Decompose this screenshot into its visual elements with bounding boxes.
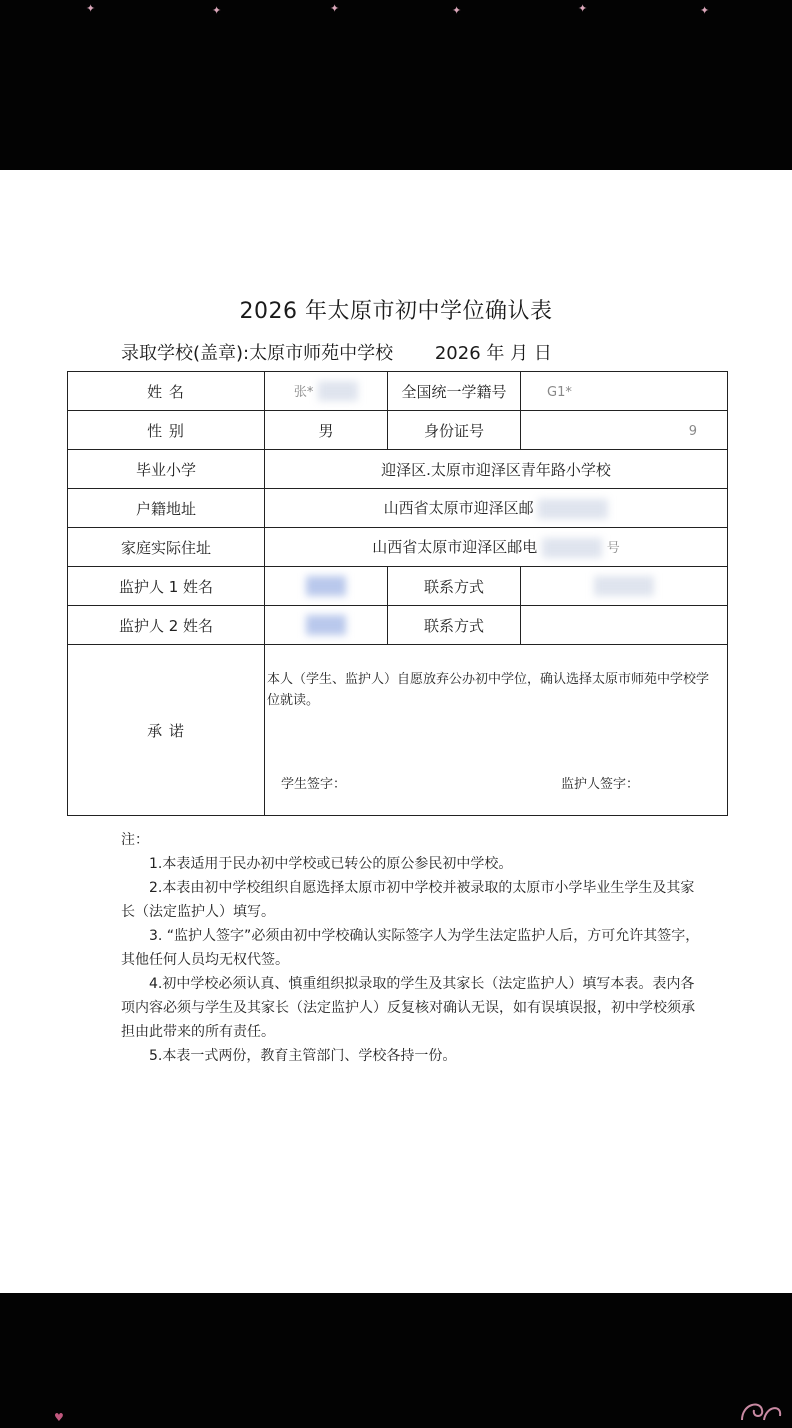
admission-date: 2026 年 月 日: [434, 343, 552, 364]
note-item: 3. “监护人签字”必须由初中学校确认实际签字人为学生法定监护人后，方可允许其签字，其他任何人员均无权代签。: [121, 928, 700, 968]
table-row: [68, 450, 728, 489]
note-item: 4.初中学校必须认真、慎重组织拟录取的学生及其家长（法定监护人）填写本表。表内各项内容必须与学生及其家长（法定监护人）反复核对确认无误，如有误填误报，初中学校须承担由此带来的所有责任。: [121, 976, 695, 1040]
table-row: [68, 372, 728, 411]
table-row: [68, 645, 728, 816]
primary-school-label: 毕业小学: [68, 450, 265, 489]
residence-label: 家庭实际住址: [68, 528, 265, 567]
admission-line: [121, 339, 552, 365]
table-row: [68, 528, 728, 567]
residence-value: [265, 528, 728, 567]
primary-school-value: 迎泽区.太原市迎泽区青年路小学校: [265, 450, 728, 489]
guardian2-value: [265, 606, 388, 645]
redaction-blur: [538, 499, 608, 519]
promise-text: 本人（学生、监护人）自愿放弃公办初中学位，确认选择太原市师苑中学校学位就读。: [267, 672, 710, 708]
id-card-text: 9: [688, 424, 697, 439]
name-label: 姓 名: [68, 372, 265, 411]
student-signature-label: 学生签字：: [281, 777, 347, 792]
note-item: 5.本表一式两份，教育主管部门、学校各持一份。: [149, 1048, 457, 1064]
redaction-blur: [594, 576, 654, 596]
note-item: 2.本表由初中学校组织自愿选择太原市初中学校并被录取的太原市小学毕业生学生及其家长（法定监护人）填写。: [121, 880, 695, 920]
guardian1-contact-value: [521, 567, 728, 606]
gender-label: 性 别: [68, 411, 265, 450]
promise-label: 承 诺: [68, 645, 265, 816]
sparkle-icon: ✦: [700, 4, 710, 17]
redaction-blur: [306, 576, 346, 596]
name-text: 张*: [293, 384, 314, 400]
swirl-ornament-icon: [738, 1394, 784, 1424]
admission-school: 录取学校(盖章):太原市师苑中学校: [121, 343, 394, 364]
residence-suffix: 号: [606, 541, 620, 557]
hukou-value: [265, 489, 728, 528]
guardian1-value: [265, 567, 388, 606]
table-row: [68, 411, 728, 450]
sparkle-icon: ✦: [578, 2, 588, 15]
name-value: [265, 372, 388, 411]
promise-cell: [265, 645, 728, 816]
table-row: [68, 489, 728, 528]
student-id-value: [521, 372, 728, 411]
guardian1-contact-label: 联系方式: [388, 567, 521, 606]
sparkle-icon: ✦: [212, 4, 222, 17]
student-id-text: G1*: [547, 385, 572, 400]
redaction-blur: [306, 615, 346, 635]
redaction-blur: [318, 381, 358, 401]
guardian-signature-label: 监护人签字：: [561, 777, 640, 792]
page-title: 2026 年太原市初中学位确认表: [239, 299, 553, 324]
bottom-black-band: [0, 1293, 792, 1428]
student-id-label: 全国统一学籍号: [388, 372, 521, 411]
gender-value: 男: [265, 411, 388, 450]
notes-section: [121, 828, 701, 1068]
residence-text: 山西省太原市迎泽区邮电: [372, 538, 538, 557]
confirmation-form: [67, 371, 728, 816]
guardian1-label: 监护人 1 姓名: [68, 567, 265, 606]
id-card-label: 身份证号: [388, 411, 521, 450]
table-row: [68, 606, 728, 645]
hukou-label: 户籍地址: [68, 489, 265, 528]
sparkle-icon: ✦: [330, 2, 340, 15]
redaction-blur: [542, 538, 602, 558]
table-row: [68, 567, 728, 606]
guardian2-label: 监护人 2 姓名: [68, 606, 265, 645]
top-black-band: [0, 0, 792, 170]
sparkle-icon: ✦: [452, 4, 462, 17]
hukou-text: 山西省太原市迎泽区邮: [383, 499, 534, 518]
sparkle-icon: ✦: [86, 2, 96, 15]
guardian2-contact-label: 联系方式: [388, 606, 521, 645]
notes-heading: 注：: [121, 832, 149, 848]
note-item: 1.本表适用于民办初中学校或已转公的原公参民初中学校。: [149, 856, 513, 872]
guardian2-contact-value: [521, 606, 728, 645]
id-card-value: [521, 411, 728, 450]
heart-icon: ♥: [54, 1411, 64, 1424]
document-page: [0, 170, 792, 1293]
